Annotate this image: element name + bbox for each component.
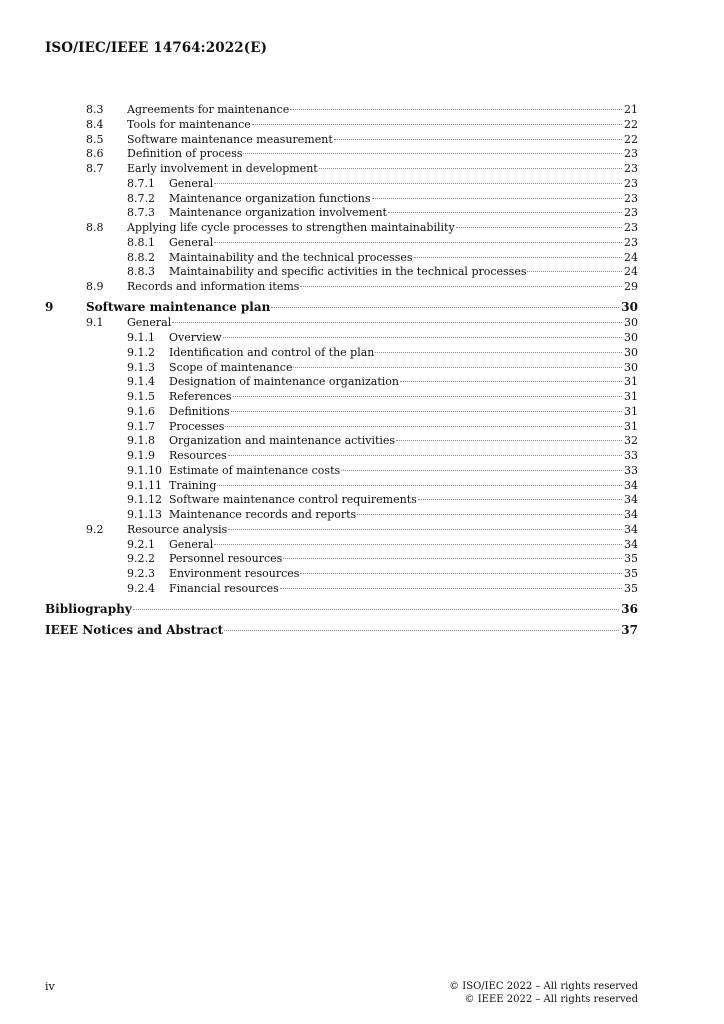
toc-entry-page: 23 (624, 147, 638, 161)
toc-entry-number: 8.8.3 (127, 265, 155, 279)
toc-entry-title: Maintenance organization functions (169, 191, 371, 205)
toc-entry[interactable] (45, 300, 638, 315)
dot-leader (388, 212, 622, 213)
toc-entry-page: 30 (624, 360, 638, 374)
toc-entry-title: Resources (169, 449, 227, 462)
toc-entry[interactable] (127, 581, 638, 596)
toc-entry-title: Software maintenance plan (86, 299, 271, 314)
document-header: ISO/IEC/IEEE 14764:2022(E) (45, 40, 268, 56)
toc-entry-number: 8.8 (86, 221, 104, 234)
toc-entry-page: 33 (624, 463, 638, 477)
toc-entry-number: 8.9 (86, 280, 104, 293)
toc-entry-title: Definitions (169, 404, 230, 418)
toc-entry-page: 21 (624, 103, 638, 116)
toc-entry-number: 9.1.7 (127, 419, 155, 433)
toc-entry-title: Maintainability and specific activities in the technical processes (169, 265, 527, 279)
dot-leader (231, 411, 622, 412)
copyright-notice (449, 980, 638, 1006)
toc-entry-page: 36 (621, 601, 638, 616)
toc-entry-title: Maintainability and the technical processes (169, 250, 413, 264)
toc-entry-title: Definition of process (127, 147, 243, 161)
dot-leader (283, 558, 622, 559)
toc-entry-title: General (169, 176, 214, 190)
toc-entry-page: 23 (624, 221, 638, 234)
page-number: iv (45, 980, 55, 993)
toc-entry-page: 34 (624, 493, 638, 507)
toc-entry-title: IEEE Notices and Abstract (45, 623, 224, 637)
toc-entry-page: 29 (624, 280, 638, 293)
toc-entry-number: 9.1.2 (127, 345, 155, 359)
dot-leader (271, 307, 619, 308)
toc-entry-page: 24 (624, 265, 638, 279)
dot-leader (243, 153, 622, 154)
copyright-iso: © ISO/IEC 2022 – All rights reserved (449, 981, 638, 992)
dot-leader (414, 257, 622, 258)
toc-entry[interactable] (86, 220, 638, 235)
toc-entry[interactable] (127, 250, 638, 265)
toc-entry[interactable] (86, 132, 638, 147)
toc-entry[interactable] (127, 374, 638, 389)
toc-entry-title: Software maintenance control requirements (169, 493, 417, 507)
toc-entry-title: References (169, 390, 232, 403)
toc-entry-title: Financial resources (169, 581, 279, 595)
toc-entry-number: 9.1.3 (127, 360, 155, 374)
toc-entry[interactable] (86, 522, 638, 537)
toc-entry-page: 34 (624, 537, 638, 551)
toc-entry[interactable] (127, 492, 638, 507)
toc-entry[interactable] (127, 205, 638, 220)
dot-leader (233, 396, 622, 397)
toc-entry-page: 34 (624, 478, 638, 492)
toc-entry-page: 32 (624, 434, 638, 448)
dot-leader (372, 198, 622, 199)
toc-entry-page: 31 (624, 419, 638, 433)
dot-leader (300, 286, 622, 287)
toc-entry-number: 9.1.4 (127, 375, 155, 389)
toc-entry[interactable] (86, 146, 638, 161)
toc-entry[interactable] (127, 419, 638, 434)
toc-entry-number: 8.7.2 (127, 191, 155, 205)
toc-entry-page: 31 (624, 404, 638, 418)
dot-leader (375, 352, 622, 353)
dot-leader (214, 242, 622, 243)
toc-entry[interactable] (127, 345, 638, 360)
toc-entry-number: 9.1.1 (127, 331, 155, 344)
toc-entry-page: 23 (624, 191, 638, 205)
dot-leader (300, 573, 622, 574)
copyright-ieee: © IEEE 2022 – All rights reserved (464, 994, 638, 1005)
toc-entry-number: 9.2.4 (127, 581, 155, 595)
toc-entry-title: Software maintenance measurement (127, 132, 333, 146)
toc-entry[interactable] (127, 389, 638, 404)
toc-entry[interactable] (86, 161, 638, 176)
dot-leader (527, 271, 622, 272)
toc-entry-number: 9 (45, 299, 54, 314)
toc-entry[interactable] (127, 191, 638, 206)
toc-entry[interactable] (127, 537, 638, 552)
toc-entry-title: Agreements for maintenance (127, 103, 290, 116)
toc-entry-title: Applying life cycle processes to strengthen maintainability (127, 221, 455, 234)
toc-entry[interactable] (45, 623, 638, 638)
dot-leader (228, 529, 622, 530)
toc-entry-title: Maintenance records and reports (169, 508, 357, 521)
toc-entry-number: 8.3 (86, 103, 104, 116)
toc-entry[interactable] (127, 448, 638, 463)
toc-entry-number: 9.2 (86, 522, 104, 536)
toc-entry-number: 8.7.1 (127, 176, 155, 190)
toc-entry-number: 9.1.11 (127, 478, 162, 492)
toc-entry-title: General (169, 235, 214, 249)
dot-leader (357, 514, 622, 515)
toc-entry-number: 8.5 (86, 132, 104, 146)
toc-entry-number: 8.7 (86, 162, 104, 175)
toc-entry-title: Tools for maintenance (127, 117, 251, 131)
toc-entry-title: General (127, 316, 172, 330)
toc-entry-number: 9.1.6 (127, 404, 155, 418)
dot-leader (319, 168, 622, 169)
toc-entry[interactable] (127, 176, 638, 191)
toc-entry-page: 30 (624, 316, 638, 330)
toc-entry[interactable] (86, 102, 638, 117)
toc-entry[interactable] (86, 315, 638, 330)
dot-leader (456, 227, 622, 228)
dot-leader (341, 470, 622, 471)
toc-entry-page: 30 (621, 299, 638, 314)
toc-entry-title: Personnel resources (169, 552, 283, 566)
toc-entry-number: 8.7.3 (127, 206, 155, 220)
toc-entry-number: 9.2.2 (127, 552, 155, 566)
dot-leader (172, 322, 622, 323)
toc-entry[interactable] (45, 602, 638, 617)
toc-entry-number: 8.8.2 (127, 250, 155, 264)
toc-entry-page: 23 (624, 235, 638, 249)
toc-entry[interactable] (127, 360, 638, 375)
toc-entry-number: 9.1.10 (127, 463, 162, 477)
dot-leader (396, 440, 622, 441)
toc-entry-page: 30 (624, 331, 638, 344)
toc-entry-title: Overview (169, 331, 222, 344)
toc-entry-number: 9.2.3 (127, 567, 155, 580)
toc-entry-title: Early involvement in development (127, 162, 318, 175)
dot-leader (293, 367, 622, 368)
dot-leader (223, 337, 622, 338)
dot-leader (418, 499, 622, 500)
toc-entry-page: 24 (624, 250, 638, 264)
toc-entry-page: 34 (624, 522, 638, 536)
dot-leader (214, 183, 622, 184)
toc-entry-page: 35 (624, 567, 638, 580)
toc-entry-page: 37 (621, 623, 638, 637)
toc-entry-number: 9.1.9 (127, 449, 155, 462)
dot-leader (334, 139, 622, 140)
toc-entry-page: 35 (624, 581, 638, 595)
toc-entry[interactable] (127, 330, 638, 345)
dot-leader (217, 485, 622, 486)
toc-entry-title: Records and information items (127, 280, 300, 293)
toc-entry-title: Processes (169, 419, 225, 433)
toc-entry-title: Organization and maintenance activities (169, 434, 396, 448)
toc-entry[interactable] (127, 478, 638, 493)
toc-entry[interactable] (127, 264, 638, 279)
toc-entry-title: Bibliography (45, 601, 132, 616)
dot-leader (214, 544, 622, 545)
toc-entry-page: 35 (624, 552, 638, 566)
toc-entry-number: 9.1.8 (127, 434, 155, 448)
toc-entry-page: 22 (624, 117, 638, 131)
dot-leader (133, 609, 620, 610)
toc-entry-title: Maintenance organization involvement (169, 206, 387, 220)
toc-entry-title: Environment resources (169, 567, 300, 580)
toc-entry-title: Estimate of maintenance costs (169, 463, 341, 477)
toc-entry-number: 9.1.13 (127, 508, 162, 521)
toc-entry-number: 9.1.12 (127, 493, 162, 507)
toc-entry[interactable] (127, 507, 638, 522)
dot-leader (252, 124, 622, 125)
dot-leader (280, 588, 622, 589)
toc-entry[interactable] (127, 404, 638, 419)
toc-entry-page: 23 (624, 206, 638, 220)
toc-entry-page: 34 (624, 508, 638, 521)
toc-entry-title: General (169, 537, 214, 551)
toc-entry-page: 22 (624, 132, 638, 146)
toc-entry-number: 9.1.5 (127, 390, 155, 403)
toc-entry-number: 9.2.1 (127, 537, 155, 551)
toc-entry-title: Designation of maintenance organization (169, 375, 400, 389)
toc-entry-page: 30 (624, 345, 638, 359)
toc-entry-title: Resource analysis (127, 522, 228, 536)
toc-entry-page: 23 (624, 176, 638, 190)
toc-entry-page: 23 (624, 162, 638, 175)
toc-entry[interactable] (127, 463, 638, 478)
toc-entry-number: 8.8.1 (127, 235, 155, 249)
dot-leader (290, 109, 622, 110)
dot-leader (225, 426, 622, 427)
toc-entry-title: Training (169, 478, 217, 492)
toc-entry[interactable] (127, 566, 638, 581)
toc-entry-number: 8.4 (86, 117, 104, 131)
dot-leader (228, 455, 622, 456)
toc-entry[interactable] (127, 235, 638, 250)
toc-entry[interactable] (86, 117, 638, 132)
toc-entry-number: 9.1 (86, 316, 104, 330)
toc-entry-title: Identification and control of the plan (169, 345, 375, 359)
toc-entry-page: 31 (624, 375, 638, 389)
dot-leader (224, 630, 619, 631)
toc-entry[interactable] (127, 433, 638, 448)
toc-entry[interactable] (86, 279, 638, 294)
toc-entry-number: 8.6 (86, 147, 104, 161)
toc-entry-page: 33 (624, 449, 638, 462)
toc-entry-title: Scope of maintenance (169, 360, 293, 374)
toc-entry[interactable] (127, 551, 638, 566)
toc-entry-page: 31 (624, 390, 638, 403)
dot-leader (400, 381, 622, 382)
